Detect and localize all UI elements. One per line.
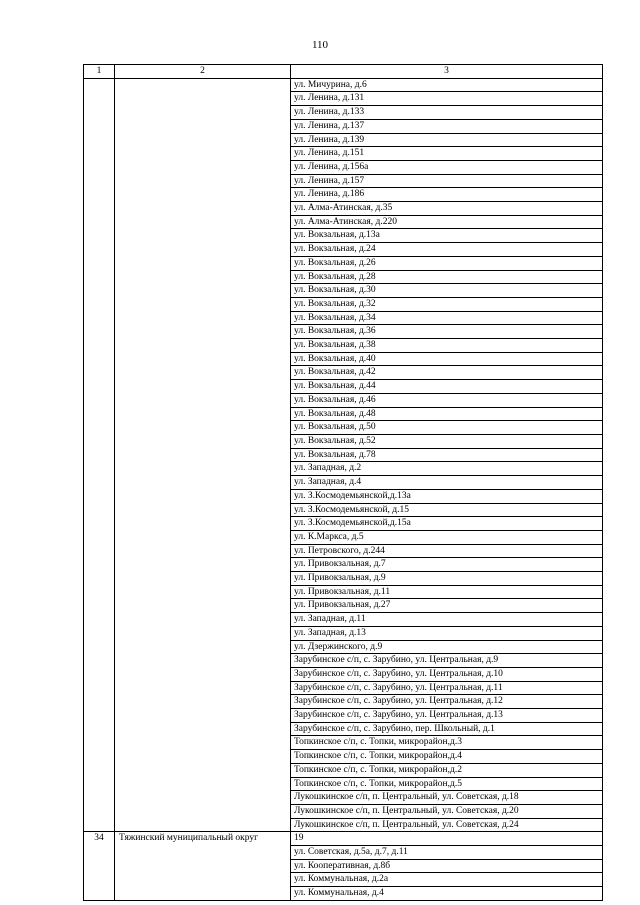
address-cell: ул. Вокзальная, д.30	[291, 284, 603, 298]
entry-name-cell: Тяжинский муниципальный округ	[115, 832, 291, 901]
address-cell: Топкинское с/п, с. Топки, микрорайон,д.3	[291, 736, 603, 750]
address-cell: ул. Западная, д.2	[291, 462, 603, 476]
address-cell: ул. Вокзальная, д.32	[291, 297, 603, 311]
address-cell: ул. Коммунальная, д.4	[291, 887, 603, 901]
address-cell: Лукошкинское с/п, п. Центральный, ул. Советская, д.20	[291, 804, 603, 818]
table-header-row	[84, 65, 603, 79]
address-cell: ул. Вокзальная, д.36	[291, 325, 603, 339]
page-number: 110	[311, 39, 329, 51]
address-cell: Зарубинское с/п, с. Зарубино, пер. Школьный, д.1	[291, 722, 603, 736]
address-cell: ул. Вокзальная, д.26	[291, 256, 603, 270]
address-cell: ул. Вокзальная, д.46	[291, 393, 603, 407]
address-cell: ул. Ленина, д.139	[291, 133, 603, 147]
address-cell: ул. Советская, д.5а, д.7, д.11	[291, 846, 603, 860]
address-cell: ул. Ленина, д.133	[291, 106, 603, 120]
address-cell: Зарубинское с/п, с. Зарубино, ул. Центральная, д.12	[291, 695, 603, 709]
address-cell: ул. З.Космодемьянской, д.15	[291, 503, 603, 517]
address-cell: ул. Ленина, д.137	[291, 119, 603, 133]
header-col-1: 1	[84, 65, 115, 79]
address-cell: ул. Привокзальная, д.7	[291, 558, 603, 572]
address-cell: Зарубинское с/п, с. Зарубино, ул. Центральная, д.9	[291, 654, 603, 668]
entry-number-cell	[84, 78, 115, 832]
address-cell: ул. Привокзальная, д.9	[291, 572, 603, 586]
address-cell: ул. Вокзальная, д.50	[291, 421, 603, 435]
address-cell: ул. Кооперативная, д.8б	[291, 859, 603, 873]
address-cell: ул. Вокзальная, д.38	[291, 339, 603, 353]
address-cell: Лукошкинское с/п, п. Центральный, ул. Советская, д.18	[291, 791, 603, 805]
address-cell: ул. Вокзальная, д.40	[291, 352, 603, 366]
address-cell: ул. Вокзальная, д.78	[291, 448, 603, 462]
address-cell: ул. Западная, д.13	[291, 626, 603, 640]
address-cell: ул. Петровского, д.244	[291, 544, 603, 558]
address-cell: ул. Вокзальная, д.28	[291, 270, 603, 284]
address-cell: ул. Ленина, д.131	[291, 92, 603, 106]
address-cell: ул. Ленина, д.151	[291, 147, 603, 161]
address-cell: Зарубинское с/п, с. Зарубино, ул. Центральная, д.11	[291, 681, 603, 695]
address-table	[83, 64, 603, 901]
entry-name-cell	[115, 78, 291, 832]
address-cell: ул. Вокзальная, д.42	[291, 366, 603, 380]
address-cell: Топкинское с/п, с. Топки, микрорайон,д.5	[291, 777, 603, 791]
header-col-3: 3	[291, 65, 603, 79]
table-row	[84, 78, 603, 92]
address-cell: ул. К.Маркса, д.5	[291, 530, 603, 544]
address-cell: ул. Вокзальная, д.44	[291, 380, 603, 394]
address-cell: ул. Вокзальная, д.13а	[291, 229, 603, 243]
address-cell: ул. Дзержинского, д.9	[291, 640, 603, 654]
address-count-cell: 19	[291, 832, 603, 846]
address-cell: ул. Привокзальная, д.11	[291, 585, 603, 599]
address-cell: ул. Ленина, д.156а	[291, 160, 603, 174]
address-cell: ул. Мичурина, д.6	[291, 78, 603, 92]
entry-number-cell: 34	[84, 832, 115, 901]
address-cell: ул. Ленина, д.157	[291, 174, 603, 188]
address-cell: Лукошкинское с/п, п. Центральный, ул. Советская, д.24	[291, 818, 603, 832]
address-cell: ул. Коммунальная, д.2а	[291, 873, 603, 887]
address-cell: ул. Вокзальная, д.52	[291, 434, 603, 448]
address-cell: ул. Вокзальная, д.34	[291, 311, 603, 325]
address-cell: Зарубинское с/п, с. Зарубино, ул. Центральная, д.13	[291, 709, 603, 723]
header-col-2: 2	[115, 65, 291, 79]
address-cell: ул. Западная, д.4	[291, 476, 603, 490]
address-cell: ул. Западная, д.11	[291, 613, 603, 627]
address-cell: ул. Вокзальная, д.24	[291, 243, 603, 257]
address-cell: Зарубинское с/п, с. Зарубино, ул. Центральная, д.10	[291, 667, 603, 681]
address-cell: ул. Ленина, д.186	[291, 188, 603, 202]
address-cell: ул. Алма-Атинская, д.35	[291, 202, 603, 216]
address-cell: ул. Вокзальная, д.48	[291, 407, 603, 421]
address-cell: ул. Привокзальная, д.27	[291, 599, 603, 613]
table-row	[84, 832, 603, 846]
address-cell: Топкинское с/п, с. Топки, микрорайон,д.2	[291, 763, 603, 777]
address-cell: Топкинское с/п, с. Топки, микрорайон,д.4	[291, 750, 603, 764]
address-cell: ул. З.Космодемьянской,д.15а	[291, 517, 603, 531]
address-cell: ул. Алма-Атинская, д.220	[291, 215, 603, 229]
address-cell: ул. З.Космодемьянской,д.13а	[291, 489, 603, 503]
